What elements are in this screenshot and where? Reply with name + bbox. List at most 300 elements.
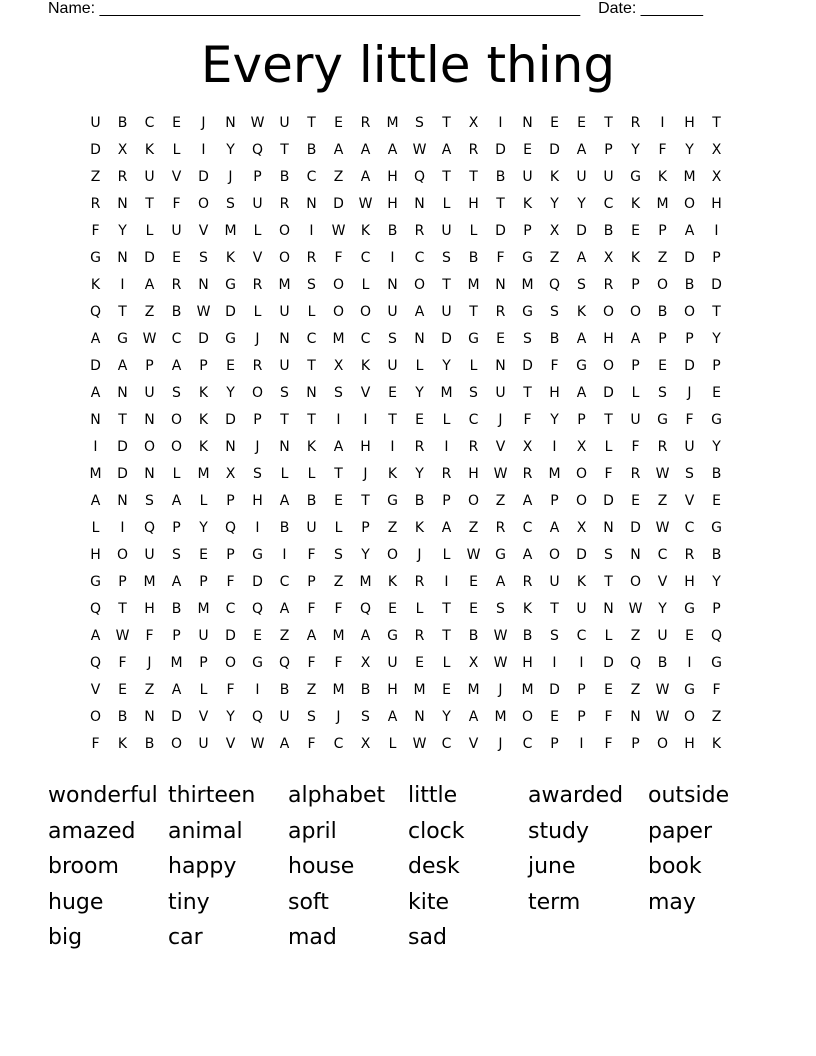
grid-letter[interactable]: O bbox=[521, 709, 534, 725]
grid-letter[interactable]: S bbox=[469, 385, 478, 401]
grid-letter[interactable]: P bbox=[658, 223, 667, 239]
grid-letter[interactable]: N bbox=[279, 331, 290, 347]
grid-letter[interactable]: F bbox=[226, 682, 235, 698]
grid-letter[interactable]: T bbox=[388, 412, 397, 428]
grid-letter[interactable]: A bbox=[279, 736, 290, 752]
grid-letter[interactable]: F bbox=[523, 412, 532, 428]
grid-letter[interactable]: E bbox=[469, 601, 478, 617]
grid-letter[interactable]: F bbox=[145, 628, 154, 644]
grid-letter[interactable]: Y bbox=[442, 358, 451, 374]
grid-letter[interactable]: D bbox=[90, 142, 101, 158]
grid-letter[interactable]: E bbox=[469, 574, 478, 590]
grid-letter[interactable]: D bbox=[198, 169, 209, 185]
grid-letter[interactable]: Q bbox=[89, 655, 102, 671]
grid-letter[interactable]: K bbox=[306, 439, 317, 455]
grid-letter[interactable]: D bbox=[144, 250, 155, 266]
grid-letter[interactable]: V bbox=[198, 223, 209, 239]
grid-letter[interactable]: Q bbox=[251, 709, 264, 725]
grid-letter[interactable]: L bbox=[172, 466, 181, 482]
grid-letter[interactable]: L bbox=[307, 466, 316, 482]
grid-letter[interactable]: C bbox=[333, 736, 344, 752]
grid-letter[interactable]: R bbox=[657, 439, 668, 455]
grid-letter[interactable]: U bbox=[279, 115, 290, 131]
grid-letter[interactable]: E bbox=[631, 493, 640, 509]
grid-letter[interactable]: A bbox=[171, 493, 182, 509]
grid-letter[interactable]: D bbox=[90, 358, 101, 374]
grid-letter[interactable]: L bbox=[442, 655, 451, 671]
grid-letter[interactable]: I bbox=[444, 574, 449, 590]
grid-letter[interactable]: O bbox=[683, 196, 696, 212]
grid-letter[interactable]: A bbox=[441, 142, 452, 158]
grid-letter[interactable]: C bbox=[522, 520, 533, 536]
grid-letter[interactable]: S bbox=[307, 277, 316, 293]
grid-letter[interactable]: M bbox=[170, 655, 183, 671]
grid-letter[interactable]: N bbox=[630, 709, 641, 725]
grid-letter[interactable]: D bbox=[117, 466, 128, 482]
grid-letter[interactable]: I bbox=[390, 250, 395, 266]
grid-letter[interactable]: B bbox=[387, 223, 398, 239]
grid-letter[interactable]: T bbox=[523, 385, 532, 401]
grid-letter[interactable]: M bbox=[548, 466, 561, 482]
grid-letter[interactable]: F bbox=[118, 655, 127, 671]
grid-letter[interactable]: F bbox=[334, 250, 343, 266]
grid-letter[interactable]: S bbox=[604, 547, 613, 563]
grid-letter[interactable]: U bbox=[198, 736, 209, 752]
grid-letter[interactable]: F bbox=[550, 358, 559, 374]
grid-letter[interactable]: O bbox=[116, 547, 129, 563]
grid-letter[interactable]: L bbox=[91, 520, 100, 536]
grid-letter[interactable]: L bbox=[361, 277, 370, 293]
grid-letter[interactable]: U bbox=[684, 439, 695, 455]
grid-letter[interactable]: F bbox=[91, 736, 100, 752]
grid-letter[interactable]: I bbox=[336, 412, 341, 428]
grid-letter[interactable]: G bbox=[495, 547, 506, 563]
grid-letter[interactable]: N bbox=[117, 196, 128, 212]
grid-letter[interactable]: T bbox=[118, 412, 127, 428]
grid-letter[interactable]: C bbox=[225, 601, 236, 617]
grid-letter[interactable]: Y bbox=[118, 223, 127, 239]
grid-letter[interactable]: P bbox=[145, 358, 154, 374]
grid-letter[interactable]: Z bbox=[630, 628, 641, 644]
grid-letter[interactable]: T bbox=[604, 574, 613, 590]
grid-letter[interactable]: B bbox=[468, 250, 479, 266]
grid-letter[interactable]: H bbox=[90, 547, 101, 563]
grid-letter[interactable]: R bbox=[468, 142, 479, 158]
grid-letter[interactable]: O bbox=[575, 466, 588, 482]
grid-letter[interactable]: N bbox=[414, 331, 425, 347]
grid-letter[interactable]: U bbox=[171, 223, 182, 239]
grid-letter[interactable]: N bbox=[306, 196, 317, 212]
grid-letter[interactable]: K bbox=[198, 439, 209, 455]
grid-letter[interactable]: T bbox=[280, 142, 289, 158]
grid-letter[interactable]: R bbox=[603, 277, 614, 293]
grid-letter[interactable]: I bbox=[363, 412, 368, 428]
grid-letter[interactable]: G bbox=[117, 331, 128, 347]
grid-letter[interactable]: K bbox=[360, 358, 371, 374]
grid-letter[interactable]: X bbox=[711, 169, 722, 185]
grid-letter[interactable]: N bbox=[306, 385, 317, 401]
grid-letter[interactable]: D bbox=[225, 304, 236, 320]
grid-letter[interactable]: E bbox=[550, 709, 559, 725]
grid-letter[interactable]: O bbox=[170, 736, 183, 752]
grid-letter[interactable]: W bbox=[412, 142, 427, 158]
grid-letter[interactable]: M bbox=[332, 331, 345, 347]
grid-letter[interactable]: O bbox=[170, 412, 183, 428]
grid-letter[interactable]: E bbox=[685, 628, 694, 644]
grid-letter[interactable]: L bbox=[604, 439, 613, 455]
grid-letter[interactable]: S bbox=[388, 331, 397, 347]
grid-letter[interactable]: T bbox=[442, 628, 451, 644]
grid-letter[interactable]: I bbox=[552, 655, 557, 671]
grid-letter[interactable]: L bbox=[604, 628, 613, 644]
grid-letter[interactable]: N bbox=[144, 412, 155, 428]
grid-letter[interactable]: D bbox=[171, 709, 182, 725]
grid-letter[interactable]: V bbox=[198, 709, 209, 725]
grid-letter[interactable]: T bbox=[604, 115, 613, 131]
grid-letter[interactable]: X bbox=[522, 439, 533, 455]
grid-letter[interactable]: A bbox=[360, 169, 371, 185]
grid-letter[interactable]: A bbox=[144, 277, 155, 293]
grid-letter[interactable]: M bbox=[197, 601, 210, 617]
grid-letter[interactable]: Q bbox=[359, 601, 372, 617]
grid-letter[interactable]: Y bbox=[685, 142, 694, 158]
grid-letter[interactable]: P bbox=[577, 709, 586, 725]
grid-letter[interactable]: R bbox=[630, 115, 641, 131]
grid-letter[interactable]: I bbox=[390, 439, 395, 455]
grid-letter[interactable]: E bbox=[712, 385, 721, 401]
grid-letter[interactable]: S bbox=[172, 547, 181, 563]
grid-letter[interactable]: R bbox=[522, 466, 533, 482]
grid-letter[interactable]: C bbox=[279, 574, 290, 590]
grid-letter[interactable]: W bbox=[655, 520, 670, 536]
grid-letter[interactable]: D bbox=[441, 331, 452, 347]
grid-letter[interactable]: U bbox=[198, 628, 209, 644]
grid-letter[interactable]: A bbox=[576, 385, 587, 401]
grid-letter[interactable]: O bbox=[629, 304, 642, 320]
grid-letter[interactable]: M bbox=[467, 682, 480, 698]
grid-letter[interactable]: M bbox=[413, 682, 426, 698]
grid-letter[interactable]: T bbox=[469, 169, 478, 185]
grid-letter[interactable]: U bbox=[387, 358, 398, 374]
grid-letter[interactable]: C bbox=[684, 520, 695, 536]
grid-letter[interactable]: K bbox=[387, 466, 398, 482]
grid-letter[interactable]: F bbox=[172, 196, 181, 212]
grid-letter[interactable]: Q bbox=[89, 304, 102, 320]
grid-letter[interactable]: H bbox=[684, 736, 695, 752]
grid-letter[interactable]: R bbox=[252, 277, 263, 293]
grid-letter[interactable]: T bbox=[334, 466, 343, 482]
grid-letter[interactable]: R bbox=[117, 169, 128, 185]
grid-letter[interactable]: F bbox=[496, 250, 505, 266]
grid-letter[interactable]: L bbox=[280, 466, 289, 482]
grid-letter[interactable]: F bbox=[91, 223, 100, 239]
grid-letter[interactable]: T bbox=[469, 304, 478, 320]
grid-letter[interactable]: H bbox=[468, 196, 479, 212]
grid-letter[interactable]: O bbox=[467, 493, 480, 509]
grid-letter[interactable]: I bbox=[444, 439, 449, 455]
grid-letter[interactable]: A bbox=[306, 628, 317, 644]
grid-letter[interactable]: I bbox=[255, 520, 260, 536]
grid-letter[interactable]: T bbox=[307, 358, 316, 374]
grid-letter[interactable]: C bbox=[360, 250, 371, 266]
grid-letter[interactable]: P bbox=[577, 412, 586, 428]
grid-letter[interactable]: U bbox=[252, 196, 263, 212]
grid-letter[interactable]: B bbox=[522, 628, 533, 644]
grid-letter[interactable]: Z bbox=[333, 574, 344, 590]
grid-letter[interactable]: U bbox=[522, 169, 533, 185]
grid-letter[interactable]: U bbox=[387, 655, 398, 671]
grid-letter[interactable]: B bbox=[144, 736, 155, 752]
grid-letter[interactable]: Q bbox=[278, 655, 291, 671]
grid-letter[interactable]: P bbox=[631, 358, 640, 374]
grid-letter[interactable]: F bbox=[307, 601, 316, 617]
grid-letter[interactable]: Y bbox=[631, 142, 640, 158]
grid-letter[interactable]: B bbox=[414, 493, 425, 509]
grid-letter[interactable]: E bbox=[334, 115, 343, 131]
grid-letter[interactable]: F bbox=[334, 655, 343, 671]
grid-letter[interactable]: Z bbox=[495, 493, 506, 509]
grid-letter[interactable]: O bbox=[683, 304, 696, 320]
grid-letter[interactable]: J bbox=[201, 115, 206, 131]
grid-letter[interactable]: U bbox=[576, 169, 587, 185]
grid-letter[interactable]: B bbox=[117, 115, 128, 131]
grid-letter[interactable]: O bbox=[224, 655, 237, 671]
grid-letter[interactable]: G bbox=[684, 682, 695, 698]
grid-letter[interactable]: V bbox=[495, 439, 506, 455]
grid-letter[interactable]: N bbox=[603, 601, 614, 617]
grid-letter[interactable]: A bbox=[117, 358, 128, 374]
grid-letter[interactable]: C bbox=[171, 331, 182, 347]
grid-letter[interactable]: Z bbox=[711, 709, 722, 725]
grid-letter[interactable]: A bbox=[468, 709, 479, 725]
grid-letter[interactable]: S bbox=[442, 250, 451, 266]
grid-letter[interactable]: L bbox=[442, 412, 451, 428]
grid-letter[interactable]: F bbox=[658, 142, 667, 158]
grid-letter[interactable]: Y bbox=[226, 142, 235, 158]
grid-letter[interactable]: S bbox=[658, 385, 667, 401]
grid-letter[interactable]: P bbox=[172, 628, 181, 644]
grid-letter[interactable]: K bbox=[90, 277, 101, 293]
grid-letter[interactable]: N bbox=[117, 250, 128, 266]
grid-letter[interactable]: P bbox=[577, 682, 586, 698]
grid-letter[interactable]: Y bbox=[442, 709, 451, 725]
grid-letter[interactable]: D bbox=[630, 520, 641, 536]
grid-letter[interactable]: B bbox=[306, 142, 317, 158]
grid-letter[interactable]: W bbox=[493, 655, 508, 671]
grid-letter[interactable]: U bbox=[144, 169, 155, 185]
grid-letter[interactable]: A bbox=[90, 628, 101, 644]
grid-letter[interactable]: H bbox=[684, 574, 695, 590]
grid-letter[interactable]: R bbox=[306, 250, 317, 266]
grid-letter[interactable]: B bbox=[495, 169, 506, 185]
grid-letter[interactable]: R bbox=[495, 520, 506, 536]
grid-letter[interactable]: F bbox=[604, 736, 613, 752]
grid-letter[interactable]: A bbox=[360, 628, 371, 644]
grid-letter[interactable]: B bbox=[279, 520, 290, 536]
grid-letter[interactable]: A bbox=[171, 574, 182, 590]
grid-letter[interactable]: A bbox=[576, 142, 587, 158]
grid-letter[interactable]: M bbox=[494, 709, 507, 725]
grid-letter[interactable]: Z bbox=[144, 682, 155, 698]
grid-letter[interactable]: K bbox=[522, 601, 533, 617]
grid-letter[interactable]: B bbox=[279, 169, 290, 185]
grid-letter[interactable]: E bbox=[442, 682, 451, 698]
grid-letter[interactable]: J bbox=[498, 736, 503, 752]
grid-letter[interactable]: V bbox=[468, 736, 479, 752]
grid-letter[interactable]: L bbox=[469, 223, 478, 239]
grid-letter[interactable]: Q bbox=[629, 655, 642, 671]
grid-letter[interactable]: A bbox=[333, 142, 344, 158]
date-field-label[interactable]: Date: _______ bbox=[598, 0, 704, 17]
grid-letter[interactable]: S bbox=[334, 385, 343, 401]
grid-letter[interactable]: U bbox=[306, 520, 317, 536]
grid-letter[interactable]: U bbox=[630, 412, 641, 428]
grid-letter[interactable]: J bbox=[228, 169, 233, 185]
grid-letter[interactable]: B bbox=[657, 304, 668, 320]
grid-letter[interactable]: B bbox=[279, 682, 290, 698]
grid-letter[interactable]: U bbox=[279, 709, 290, 725]
grid-letter[interactable]: Y bbox=[550, 412, 559, 428]
grid-letter[interactable]: Y bbox=[712, 574, 721, 590]
grid-letter[interactable]: O bbox=[170, 439, 183, 455]
grid-letter[interactable]: R bbox=[360, 115, 371, 131]
grid-letter[interactable]: F bbox=[307, 736, 316, 752]
grid-letter[interactable]: J bbox=[147, 655, 152, 671]
grid-letter[interactable]: J bbox=[417, 547, 422, 563]
grid-letter[interactable]: Q bbox=[251, 601, 264, 617]
grid-letter[interactable]: O bbox=[197, 196, 210, 212]
grid-letter[interactable]: S bbox=[523, 331, 532, 347]
grid-letter[interactable]: D bbox=[333, 196, 344, 212]
grid-letter[interactable]: D bbox=[711, 277, 722, 293]
grid-letter[interactable]: I bbox=[282, 547, 287, 563]
grid-letter[interactable]: G bbox=[252, 655, 263, 671]
grid-letter[interactable]: Q bbox=[143, 520, 156, 536]
grid-letter[interactable]: M bbox=[656, 196, 669, 212]
grid-letter[interactable]: N bbox=[90, 412, 101, 428]
grid-letter[interactable]: S bbox=[226, 196, 235, 212]
grid-letter[interactable]: G bbox=[387, 628, 398, 644]
grid-letter[interactable]: T bbox=[118, 601, 127, 617]
grid-letter[interactable]: M bbox=[89, 466, 102, 482]
grid-letter[interactable]: U bbox=[576, 601, 587, 617]
grid-letter[interactable]: N bbox=[630, 547, 641, 563]
grid-letter[interactable]: N bbox=[495, 358, 506, 374]
grid-letter[interactable]: P bbox=[172, 520, 181, 536]
grid-letter[interactable]: G bbox=[711, 520, 722, 536]
grid-letter[interactable]: Z bbox=[657, 250, 668, 266]
grid-letter[interactable]: W bbox=[358, 196, 373, 212]
grid-letter[interactable]: H bbox=[387, 196, 398, 212]
grid-letter[interactable]: H bbox=[684, 115, 695, 131]
grid-letter[interactable]: D bbox=[684, 358, 695, 374]
grid-letter[interactable]: O bbox=[332, 277, 345, 293]
grid-letter[interactable]: G bbox=[576, 358, 587, 374]
grid-letter[interactable]: A bbox=[576, 250, 587, 266]
grid-letter[interactable]: G bbox=[711, 655, 722, 671]
grid-letter[interactable]: J bbox=[363, 466, 368, 482]
grid-letter[interactable]: M bbox=[386, 115, 399, 131]
grid-letter[interactable]: J bbox=[687, 385, 692, 401]
grid-letter[interactable]: P bbox=[307, 574, 316, 590]
grid-letter[interactable]: S bbox=[199, 250, 208, 266]
grid-letter[interactable]: E bbox=[496, 331, 505, 347]
grid-letter[interactable]: W bbox=[142, 331, 157, 347]
grid-letter[interactable]: M bbox=[467, 277, 480, 293]
grid-letter[interactable]: K bbox=[711, 736, 722, 752]
grid-letter[interactable]: G bbox=[90, 250, 101, 266]
grid-letter[interactable]: K bbox=[576, 574, 587, 590]
grid-letter[interactable]: H bbox=[711, 196, 722, 212]
grid-letter[interactable]: M bbox=[224, 223, 237, 239]
grid-letter[interactable]: U bbox=[144, 385, 155, 401]
grid-letter[interactable]: K bbox=[360, 223, 371, 239]
grid-letter[interactable]: V bbox=[90, 682, 101, 698]
grid-letter[interactable]: E bbox=[604, 682, 613, 698]
grid-letter[interactable]: O bbox=[332, 304, 345, 320]
grid-letter[interactable]: C bbox=[144, 115, 155, 131]
grid-letter[interactable]: P bbox=[712, 250, 721, 266]
grid-letter[interactable]: M bbox=[440, 385, 453, 401]
name-field-label[interactable]: Name: ______________________________________________________ bbox=[48, 0, 581, 17]
grid-letter[interactable]: K bbox=[198, 412, 209, 428]
grid-letter[interactable]: A bbox=[279, 493, 290, 509]
grid-letter[interactable]: X bbox=[333, 358, 344, 374]
grid-letter[interactable]: C bbox=[468, 412, 479, 428]
grid-letter[interactable]: D bbox=[198, 331, 209, 347]
grid-letter[interactable]: L bbox=[145, 223, 154, 239]
grid-letter[interactable]: Z bbox=[630, 682, 641, 698]
grid-letter[interactable]: Y bbox=[415, 385, 424, 401]
grid-letter[interactable]: J bbox=[498, 412, 503, 428]
grid-letter[interactable]: A bbox=[441, 520, 452, 536]
grid-letter[interactable]: A bbox=[414, 304, 425, 320]
grid-letter[interactable]: C bbox=[657, 547, 668, 563]
grid-letter[interactable]: Z bbox=[468, 520, 479, 536]
grid-letter[interactable]: D bbox=[684, 250, 695, 266]
grid-letter[interactable]: E bbox=[388, 385, 397, 401]
grid-letter[interactable]: M bbox=[683, 169, 696, 185]
grid-letter[interactable]: X bbox=[117, 142, 128, 158]
grid-letter[interactable]: S bbox=[145, 493, 154, 509]
grid-letter[interactable]: Z bbox=[333, 169, 344, 185]
grid-letter[interactable]: T bbox=[280, 412, 289, 428]
grid-letter[interactable]: E bbox=[415, 655, 424, 671]
grid-letter[interactable]: K bbox=[225, 250, 236, 266]
grid-letter[interactable]: I bbox=[201, 142, 206, 158]
grid-letter[interactable]: S bbox=[685, 466, 694, 482]
grid-letter[interactable]: R bbox=[414, 628, 425, 644]
grid-letter[interactable]: I bbox=[714, 223, 719, 239]
grid-letter[interactable]: A bbox=[495, 574, 506, 590]
grid-letter[interactable]: I bbox=[579, 655, 584, 671]
grid-letter[interactable]: A bbox=[549, 520, 560, 536]
grid-letter[interactable]: B bbox=[711, 466, 722, 482]
grid-letter[interactable]: N bbox=[225, 439, 236, 455]
grid-letter[interactable]: W bbox=[412, 736, 427, 752]
grid-letter[interactable]: K bbox=[414, 520, 425, 536]
grid-letter[interactable]: E bbox=[523, 142, 532, 158]
grid-letter[interactable]: P bbox=[604, 142, 613, 158]
grid-letter[interactable]: F bbox=[307, 547, 316, 563]
grid-letter[interactable]: H bbox=[252, 493, 263, 509]
grid-letter[interactable]: E bbox=[658, 358, 667, 374]
grid-letter[interactable]: M bbox=[197, 466, 210, 482]
grid-letter[interactable]: R bbox=[495, 304, 506, 320]
grid-letter[interactable]: K bbox=[657, 169, 668, 185]
grid-letter[interactable]: D bbox=[117, 439, 128, 455]
grid-letter[interactable]: L bbox=[253, 223, 262, 239]
